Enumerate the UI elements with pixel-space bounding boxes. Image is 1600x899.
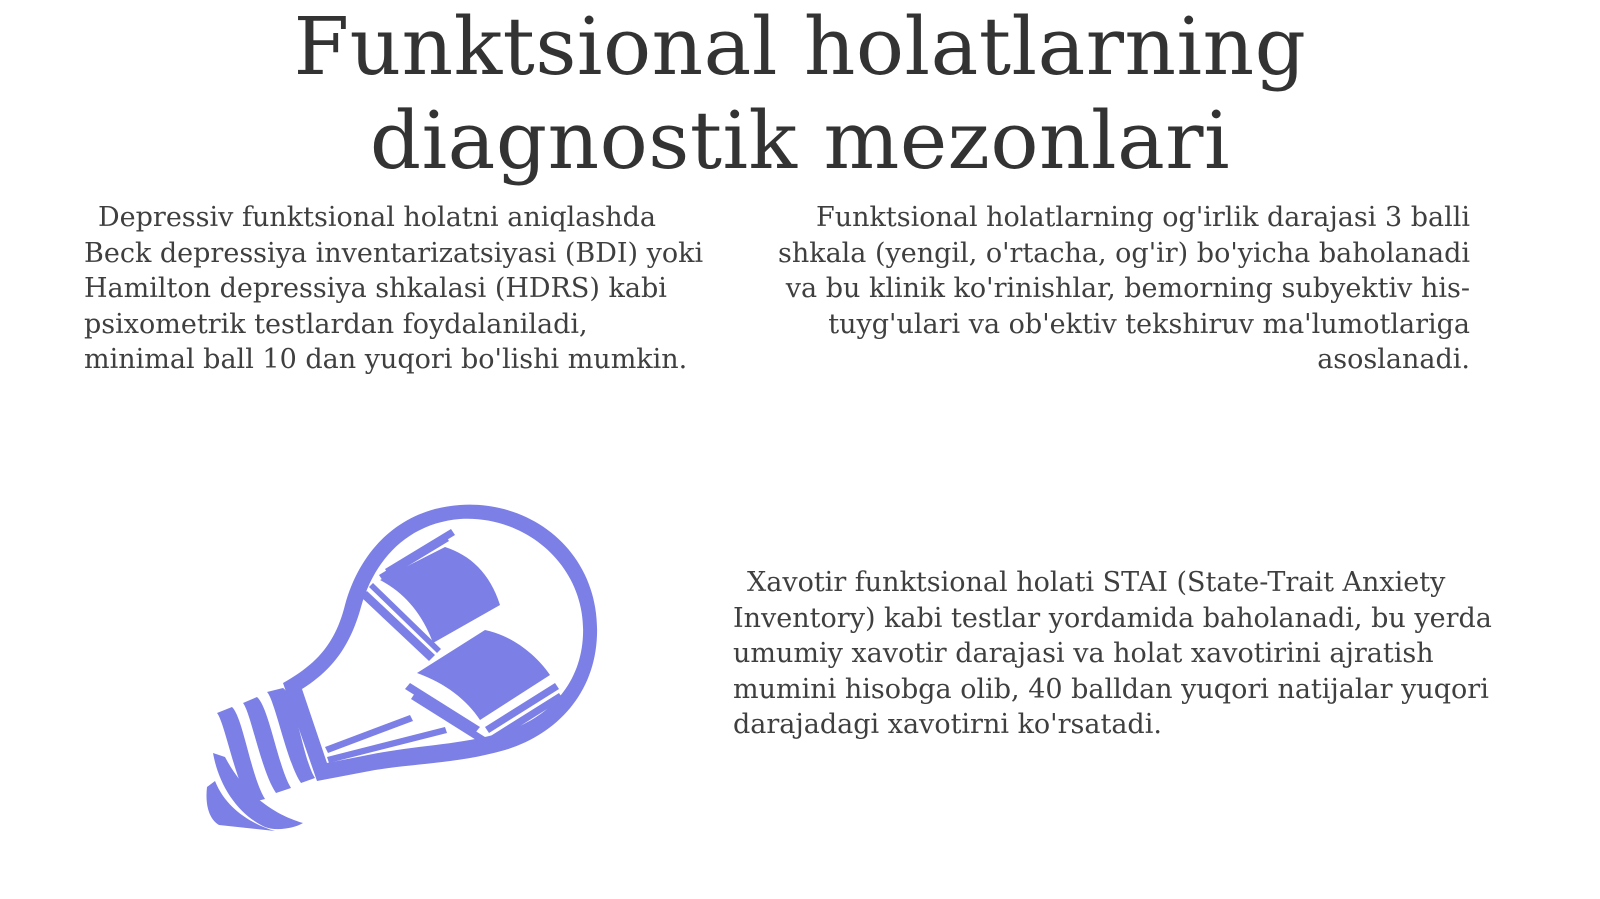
slide-title-line-2: diagnostik mezonlari [369, 94, 1231, 187]
slide-title-line-1: Funktsional holatlarning [293, 0, 1307, 93]
paragraph-anxiety-criteria: Xavotir funktsional holati STAI (State-Trait Anxiety Inventory) kabi testlar yordamida baholanadi, bu yerda umumiy xavotir darajasi va holat xavotirini ajratish mumini hisobga olib, 40 balldan yuqori natijalar yuqori darajadagi xavotirni ko'rsatadi. [733, 567, 1492, 740]
slide-title [0, 0, 1600, 188]
paragraph-depression-criteria: Depressiv funktsional holatni aniqlashda Beck depressiya inventarizatsiyasi (BDI) yoki Hamilton depressiya shkalasi (HDRS) kabi psixometrik testlardan foydalaniladi, minimal ball 10 dan yuqori bo'lishi mumkin. [84, 202, 704, 375]
lightbulb-with-book-icon [205, 495, 625, 845]
paragraph-severity-scale: Funktsional holatlarning og'irlik darajasi 3 balli shkala (yengil, o'rtacha, og'ir) bo'yicha baholanadi va bu klinik ko'rinishlar, bemorning subyektiv his-tuyg'ulari va ob'ektiv tekshiruv ma'lumotlariga asoslanadi. [777, 202, 1470, 375]
